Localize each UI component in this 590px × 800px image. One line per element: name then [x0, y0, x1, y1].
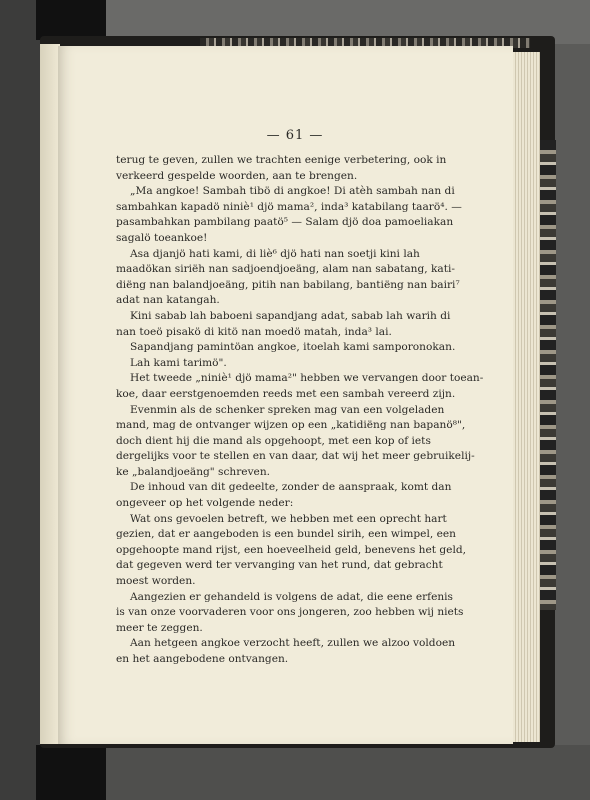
- text-line: Het tweede „niniè¹ djö mama²" hebben we vervangen door toean-: [130, 372, 484, 385]
- page-text: [116, 153, 506, 668]
- text-line: koe, daar eerstgenoemden reeds met een sambah vereerd zijn.: [116, 387, 456, 400]
- text-line: Sapandjang pamintöan angkoe, itoelah kami samporonokan.: [130, 341, 456, 354]
- text-line: pasambahkan pambilang paatö⁵ — Salam djö doa pamoeliakan: [116, 216, 454, 229]
- text-line: en het aangebodene ontvangen.: [116, 653, 289, 665]
- text-line: sambahkan kapadö niniè¹ djö mama², inda³ katabilang taarö⁴. —: [116, 200, 462, 213]
- black-corner-top: [36, 0, 106, 40]
- text-line: Kini sabab lah baboeni sapandjang adat, sabab lah warih di: [130, 309, 451, 322]
- page-number: — 61 —: [266, 128, 324, 143]
- text-line: dat gegeven werd ter vervanging van het rund, dat gebracht: [116, 559, 443, 572]
- left-page-sliver: [40, 44, 60, 744]
- text-line: dergelijks voor te stellen en van daar, dat wij het meer gebruikelij-: [116, 450, 475, 463]
- text-line: adat nan katangah.: [116, 294, 220, 307]
- text-line: opgehoopte mand rijst, een hoeveelheid geld, benevens het geld,: [116, 543, 466, 556]
- text-line: doch dient hij die mand als opgehoopt, met een kop of iets: [116, 434, 431, 447]
- text-line: is van onze voorvaderen voor ons jongeren, zoo hebben wij niets: [116, 606, 464, 619]
- text-line: sagalö toeankoe!: [116, 231, 208, 244]
- text-line: Wat ons gevoelen betreft, we hebben met een oprecht hart: [130, 512, 447, 525]
- text-line: terug te geven, zullen we trachten eenige verbetering, ook in: [116, 154, 447, 166]
- text-line: gezien, dat er aangeboden is een bundel sirih, een wimpel, een: [116, 528, 456, 541]
- black-corner-bottom: [36, 745, 106, 800]
- text-line: Evenmin als de schenker spreken mag van een volgeladen: [130, 403, 445, 416]
- text-line: Aan hetgeen angkoe verzocht heeft, zullen we alzoo voldoen: [130, 637, 456, 650]
- marbled-edge-right: [538, 140, 556, 610]
- page-edges: [510, 52, 540, 742]
- scanner-surface-bottom: [40, 745, 590, 800]
- text-line: moest worden.: [116, 575, 196, 588]
- text-line: diëng nan balandjoeäng, pitih nan babilang, bantiëng nan bairi⁷: [116, 278, 460, 291]
- text-line: Aangezien er gehandeld is volgens de adat, die eene erfenis: [130, 590, 453, 603]
- text-line: Lah kami tarimö".: [130, 356, 227, 369]
- text-line: Asa djanjö hati kami, di liè⁶ djö hati nan soetji kini lah: [130, 247, 420, 260]
- text-line: ongeveer op het volgende neder:: [116, 497, 294, 510]
- text-line: nan toeö pisakö di kitö nan moedö matah, inda³ lai.: [116, 325, 392, 338]
- text-line: maadökan siriëh nan sadjoendjoeäng, alam nan sabatang, kati-: [116, 263, 455, 276]
- scanner-left-edge: [0, 0, 40, 800]
- text-line: De inhoud van dit gedeelte, zonder de aanspraak, komt dan: [130, 481, 452, 494]
- text-line: ke „balandjoeäng" schreven.: [116, 465, 271, 478]
- text-line: „Ma angkoe! Sambah tibö di angkoe! Di atèh sambah nan di: [130, 185, 455, 198]
- text-line: mand, mag de ontvanger wijzen op een „katidiëng nan bapanö⁸",: [116, 419, 466, 432]
- text-line: meer te zeggen.: [116, 621, 203, 634]
- text-line: verkeerd gespelde woorden, aan te brengen.: [116, 169, 358, 182]
